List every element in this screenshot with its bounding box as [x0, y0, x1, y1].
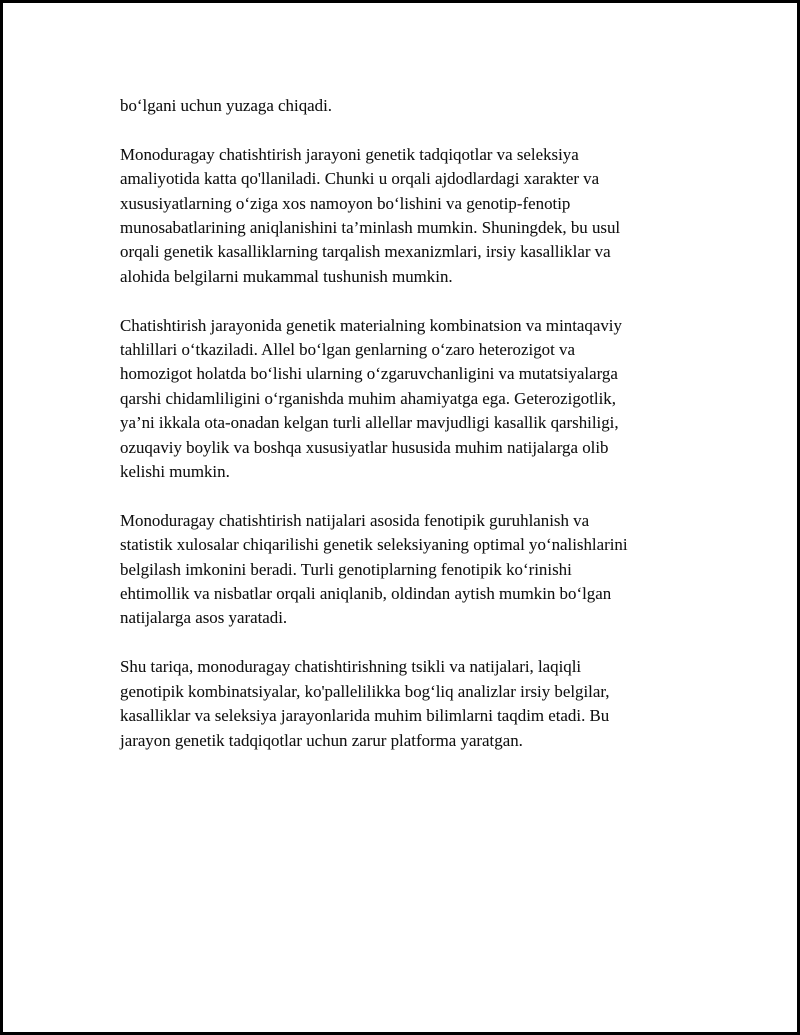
- text-line: ya’ni ikkala ota-onadan kelgan turli allellar mavjudligi kasallik qarshiligi,: [120, 413, 619, 433]
- text-line: natijalarga asos yaratadi.: [120, 608, 288, 628]
- text-line: ehtimollik va nisbatlar orqali aniqlanib, oldindan aytish mumkin bo‘lgan: [120, 584, 612, 604]
- text-line: qarshi chidamliligini o‘rganishda muhim ahamiyatga ega. Geterozigotlik,: [120, 388, 616, 408]
- text-line: kelishi mumkin.: [120, 462, 230, 482]
- text-line: Monoduragay chatishtirish natijalari asosida fenotipik guruhlanish va: [120, 510, 590, 530]
- text-line: kasalliklar va seleksiya jarayonlarida muhim bilimlarni taqdim etadi. Bu: [120, 706, 610, 726]
- text-line: bo‘lgani uchun yuzaga chiqadi.: [120, 96, 332, 115]
- text-line: Chatishtirish jarayonida genetik materialning kombinatsion va mintaqaviy: [120, 315, 622, 335]
- paragraph-3: [120, 314, 680, 485]
- text-line: statistik xulosalar chiqarilishi genetik seleksiyaning optimal yo‘nalishlarini: [120, 535, 628, 555]
- paragraph-1: [120, 94, 680, 118]
- text-line: genotipik kombinatsiyalar, ko'pallelilikka bog‘liq analizlar irsiy belgilar,: [120, 681, 610, 701]
- text-line: alohida belgilarni mukammal tushunish mumkin.: [120, 266, 453, 286]
- text-line: orqali genetik kasalliklarning tarqalish mexanizmlari, irsiy kasalliklar va: [120, 242, 611, 262]
- text-line: jarayon genetik tadqiqotlar uchun zarur platforma yaratgan.: [120, 730, 523, 750]
- paragraph-2: [120, 143, 680, 289]
- text-line: munosabatlarining aniqlanishini ta’minlash mumkin. Shuningdek, bu usul: [120, 218, 621, 238]
- text-line: homozigot holatda bo‘lishi ularning o‘zgaruvchanligini va mutatsiyalarga: [120, 364, 618, 384]
- paragraph-5: [120, 655, 680, 753]
- text-line: tahlillari o‘tkaziladi. Allel bo‘lgan genlarning o‘zaro heterozigot va: [120, 340, 575, 360]
- paragraph-4: [120, 509, 680, 631]
- text-line: Monoduragay chatishtirish jarayoni genetik tadqiqotlar va seleksiya: [120, 144, 579, 164]
- text-line: belgilash imkonini beradi. Turli genotiplarning fenotipik ko‘rinishi: [120, 559, 572, 579]
- document-body: [120, 94, 680, 777]
- text-line: Shu tariqa, monoduragay chatishtirishning tsikli va natijalari, laqiqli: [120, 657, 582, 677]
- text-line: ozuqaviy boylik va boshqa xususiyatlar hususida muhim natijalarga olib: [120, 437, 609, 457]
- text-line: amaliyotida katta qo'llaniladi. Chunki u orqali ajdodlardagi xarakter va: [120, 169, 600, 189]
- text-line: xususiyatlarning o‘ziga xos namoyon bo‘lishini va genotip-fenotip: [120, 193, 571, 213]
